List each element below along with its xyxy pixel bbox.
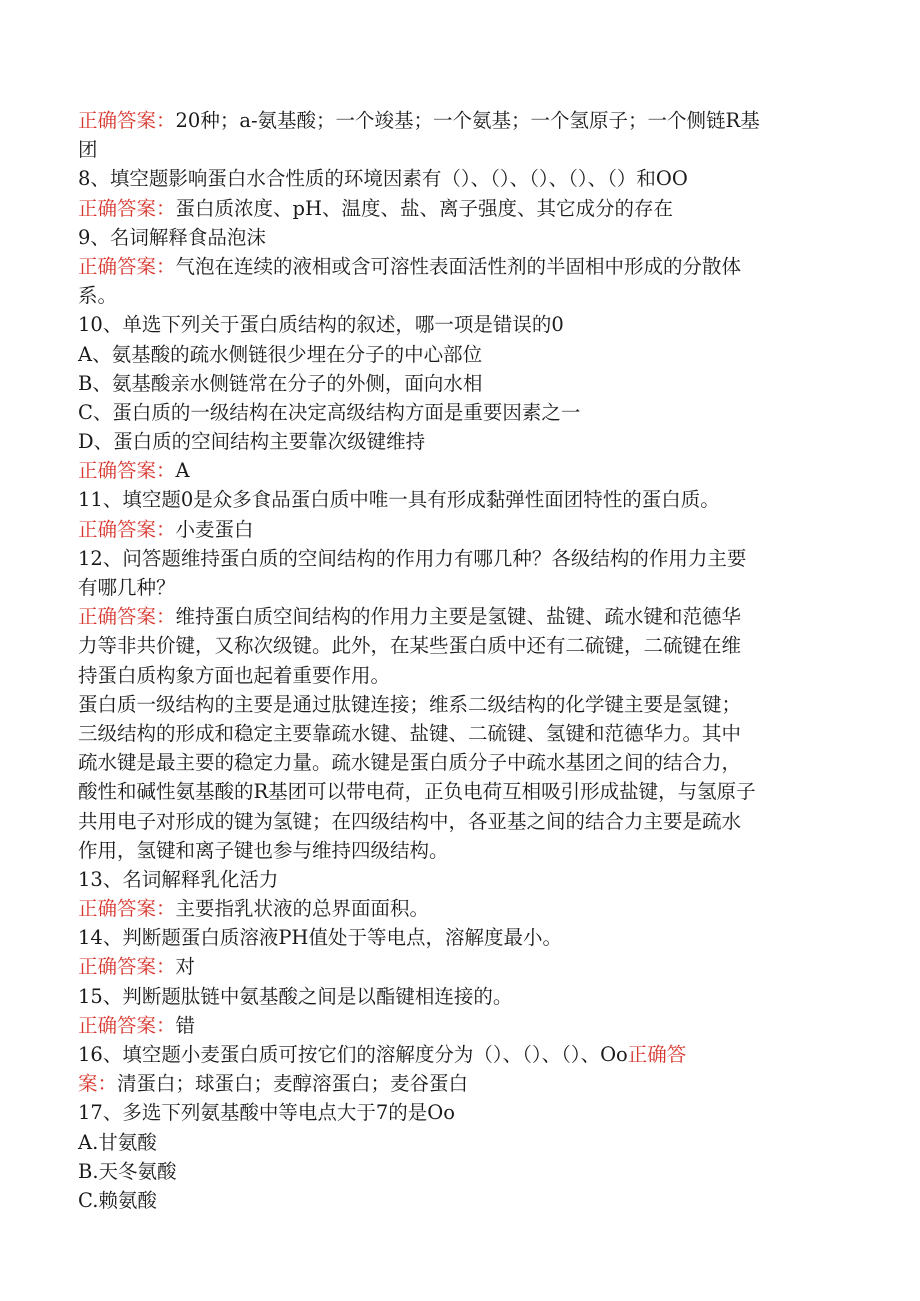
answer-text: 蛋白质浓度、pH、温度、盐、离子强度、其它成分的存在: [175, 196, 674, 220]
answer-continuation: [78, 135, 838, 164]
answer-line: [78, 894, 838, 923]
question-9: [78, 223, 838, 252]
option-text: A、氨基酸的疏水侧链很少埋在分子的中心部位: [78, 342, 483, 366]
question-text: 12、问答题维持蛋白质的空间结构的作用力有哪几种？各级结构的作用力主要: [78, 546, 747, 570]
option-text: A.甘氨酸: [78, 1130, 157, 1154]
answer-text: 清蛋白；球蛋白；麦醇溶蛋白；麦谷蛋白: [117, 1072, 469, 1096]
answer-label: 正确答案：: [78, 897, 176, 921]
answer-text: 小麦蛋白: [175, 517, 254, 541]
answer-text: 气泡在连续的液相或含可溶性表面活性剂的半固相中形成的分散体: [175, 254, 742, 278]
text-span: 三级结构的形成和稳定主要靠疏水键、盐键、二硫键、氢键和范德华力。其中: [78, 721, 742, 745]
text-span: 疏水键是最主要的稳定力量。疏水键是蛋白质分子中疏水基团之间的结合力，: [78, 751, 742, 775]
answer-line: [78, 456, 838, 485]
question-15: [78, 982, 838, 1011]
document-body: [78, 106, 838, 1215]
question-text: 10、单选下列关于蛋白质结构的叙述，哪一项是错误的0: [78, 313, 564, 337]
text-span: 作用，氢键和离子键也参与维持四级结构。: [78, 838, 449, 862]
question-text: 8、填空题影响蛋白水合性质的环境因素有（）、（）、（）、（）、（）和OO: [78, 167, 688, 191]
answer-label: 正确答案：: [78, 459, 176, 483]
text-span: 团: [78, 138, 98, 162]
answer-label: 正确答案：: [78, 1013, 176, 1037]
answer-line: [78, 1069, 838, 1098]
answer-continuation: [78, 281, 838, 310]
option-c: [78, 1186, 838, 1215]
option-a: [78, 1128, 838, 1157]
question-14: [78, 923, 838, 952]
answer-line: [78, 952, 838, 981]
answer-continuation: [78, 661, 838, 690]
text-span: 蛋白质一级结构的主要是通过肽键连接；维系二级结构的化学键主要是氢键；: [78, 692, 742, 716]
option-d: [78, 427, 838, 456]
answer-line: [78, 515, 838, 544]
option-b: [78, 1157, 838, 1186]
question-13: [78, 865, 838, 894]
question-text: 14、判断题蛋白质溶液PH值处于等电点，溶解度最小。: [78, 926, 562, 950]
option-b: [78, 369, 838, 398]
question-11: [78, 485, 838, 514]
answer-line: [78, 194, 838, 223]
answer-label: 正确答案：: [78, 109, 176, 132]
question-text: 9、名词解释食品泡沫: [78, 225, 266, 249]
text-span: 酸性和碱性氨基酸的R基团可以带电荷，正负电荷互相吸引形成盐键，与氢原子: [78, 780, 756, 804]
question-12: [78, 544, 838, 573]
question-text: 17、多选下列氨基酸中等电点大于7的是Oo: [78, 1101, 455, 1125]
answer-label-part2: 案：: [78, 1072, 118, 1096]
answer-text: A: [175, 459, 190, 483]
answer-text: 错: [175, 1013, 196, 1037]
answer-paragraph: [78, 807, 838, 836]
question-17: [78, 1098, 838, 1127]
answer-text: 20种；a-氨基酸；一个竣基；一个氨基；一个氢原子；一个侧链R基: [175, 109, 760, 132]
option-text: C、蛋白质的一级结构在决定高级结构方面是重要因素之一: [78, 400, 581, 424]
option-text: B、氨基酸亲水侧链常在分子的外侧，面向水相: [78, 371, 483, 395]
answer-line: [78, 1011, 838, 1040]
answer-label: 正确答案：: [78, 517, 176, 541]
question-text: 16、填空题小麦蛋白质可按它们的溶解度分为（）、（）、（）、Oo: [78, 1043, 628, 1066]
answer-label: 正确答案：: [78, 196, 176, 220]
answer-line: [78, 252, 838, 281]
option-text: C.赖氨酸: [78, 1188, 157, 1212]
answer-paragraph: [78, 777, 838, 806]
answer-line: [78, 602, 838, 631]
option-text: D、蛋白质的空间结构主要靠次级键维持: [78, 430, 426, 454]
option-text: B.天冬氨酸: [78, 1159, 177, 1183]
answer-text: 对: [175, 955, 196, 979]
answer-paragraph: [78, 836, 838, 865]
answer-continuation: [78, 631, 838, 660]
answer-paragraph: [78, 748, 838, 777]
question-text: 13、名词解释乳化活力: [78, 867, 279, 891]
answer-paragraph: [78, 719, 838, 748]
text-span: 共用电子对形成的键为氢键；在四级结构中，各亚基之间的结合力主要是疏水: [78, 809, 742, 833]
answer-paragraph: [78, 690, 838, 719]
answer-label: 正确答案：: [78, 955, 176, 979]
answer-text: 维持蛋白质空间结构的作用力主要是氢键、盐键、疏水键和范德华: [175, 605, 742, 629]
question-text: 15、判断题肽链中氨基酸之间是以酯键相连接的。: [78, 984, 513, 1008]
text-span: 有哪几种？: [78, 576, 176, 599]
question-text: 11、填空题0是众多食品蛋白质中唯一具有形成黏弹性面团特性的蛋白质。: [78, 488, 720, 512]
question-continuation: [78, 573, 838, 602]
answer-line: [78, 106, 838, 135]
question-10: [78, 310, 838, 339]
answer-label-part1: 正确答: [627, 1043, 687, 1066]
question-16: [78, 1040, 838, 1069]
text-span: 力等非共价键，又称次级键。此外，在某些蛋白质中还有二硫键，二硫键在维: [78, 634, 742, 658]
option-c: [78, 398, 838, 427]
answer-label: 正确答案：: [78, 254, 176, 278]
answer-label: 正确答案：: [78, 605, 176, 629]
answer-text: 主要指乳状液的总界面面积。: [175, 897, 430, 921]
text-span: 持蛋白质构象方面也起着重要作用。: [78, 663, 391, 687]
text-span: 系。: [78, 284, 118, 308]
option-a: [78, 340, 838, 369]
question-8: [78, 164, 838, 193]
